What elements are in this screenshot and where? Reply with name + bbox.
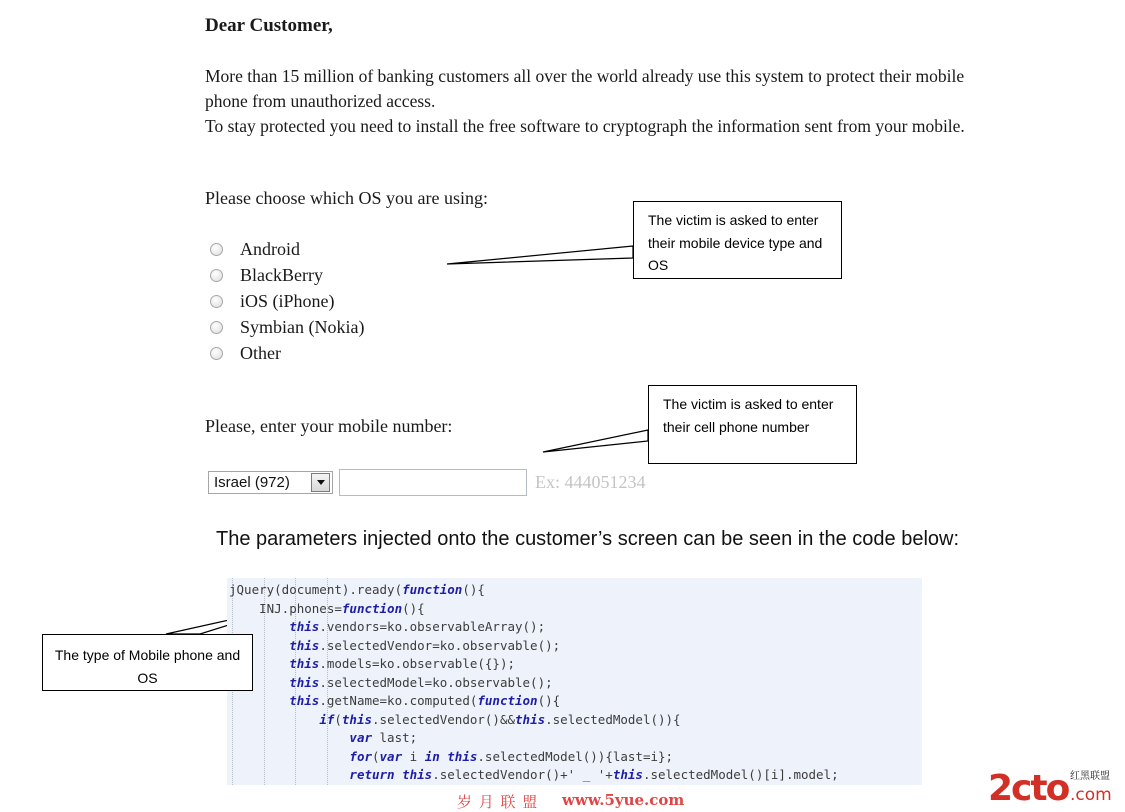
os-option-label: Symbian (Nokia) <box>240 316 365 337</box>
code-line: INJ.phones=function(){ <box>229 600 425 616</box>
logo-suffix: .com <box>1070 785 1112 805</box>
os-question: Please choose which OS you are using: <box>205 188 488 208</box>
code-line: var last; <box>349 730 418 745</box>
phone-callout-pointer <box>543 430 648 452</box>
intro-paragraph-2: To stay protected you need to install the free software to cryptograph the information sent from your mobile. <box>205 116 965 136</box>
code-snippet <box>227 578 922 785</box>
code-line: this.vendors=ko.observableArray(); <box>289 619 546 634</box>
os-option-label: iOS (iPhone) <box>240 290 335 311</box>
greeting: Dear Customer, <box>205 15 333 36</box>
code-line: this.models=ko.observable({}); <box>289 656 515 671</box>
watermark-site-name: 岁 月 联 盟 <box>457 793 539 811</box>
logo-text: 2cto <box>988 768 1069 806</box>
logo-cn-text: 红黑联盟 <box>1070 771 1110 782</box>
country-select-value: Israel (972) <box>214 474 290 491</box>
code-line: this.selectedModel=ko.observable(); <box>289 674 553 690</box>
phone-example-hint: Ex: 444051234 <box>535 472 646 492</box>
code-line: this.getName=ko.computed(function(){ <box>289 693 561 708</box>
code-line: return this.selectedVendor()+' _ '+this.selectedModel()[i].model; <box>349 767 839 782</box>
os-callout-pointer <box>447 246 633 264</box>
code-line: for(var i in this.selectedModel()){last=i}; <box>349 748 674 764</box>
2cto-logo <box>988 766 1120 806</box>
code-callout: The type of Mobile phone and OS <box>42 634 253 691</box>
mobile-question: Please, enter your mobile number: <box>205 416 453 436</box>
os-option-label: Other <box>240 342 281 363</box>
code-line: if(this.selectedVendor()&&this.selectedModel()){ <box>319 711 681 727</box>
code-line: jQuery(document).ready(function(){ <box>229 582 485 597</box>
code-intro-text: The parameters injected onto the customer’s screen can be seen in the code below: <box>216 528 960 550</box>
watermark-url: www.5yue.com <box>562 791 685 809</box>
code-line: this.selectedVendor=ko.observable(); <box>289 637 561 653</box>
os-option-label: Android <box>240 238 300 259</box>
intro-paragraph-1: More than 15 million of banking customers all over the world already use this system to protect their mobile phone from unauthorized access. <box>205 66 965 111</box>
os-callout: The victim is asked to enter their mobile device type and OS <box>633 201 842 279</box>
os-option-label: BlackBerry <box>240 264 323 285</box>
phone-callout: The victim is asked to enter their cell phone number <box>648 385 857 464</box>
